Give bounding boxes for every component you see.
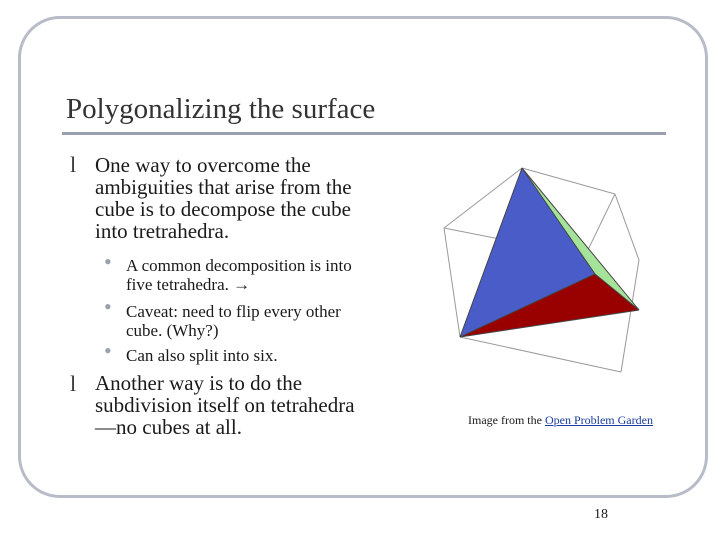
sub-bullet-2-text [126, 302, 341, 340]
image-caption [468, 413, 653, 428]
text-line: ambiguities that arise from the [95, 175, 352, 199]
text-line: cube is to decompose the cube [95, 197, 351, 221]
text-line: Can also split into six. [126, 346, 278, 365]
page-number: 18 [594, 507, 608, 522]
sub-bullet-3-text [126, 346, 278, 365]
caption-prefix: Image from the [468, 413, 545, 427]
bullet-1-text [95, 154, 352, 242]
text-line: five tetrahedra. → [126, 275, 251, 294]
title-underline [62, 132, 666, 135]
bullet-marker: l [70, 152, 77, 177]
sub-bullet-marker: • [104, 294, 112, 319]
bullet-2-text [95, 372, 355, 438]
text-line: —no cubes at all. [95, 415, 242, 439]
bullet-marker: l [70, 371, 77, 396]
text-line: cube. (Why?) [126, 321, 219, 340]
sub-bullet-marker: • [104, 249, 112, 274]
sub-bullet-1-text [126, 256, 352, 294]
tetrahedron-figure [438, 162, 678, 376]
text-line: One way to overcome the [95, 153, 311, 177]
slide-title: Polygonalizing the surface [66, 93, 376, 125]
text-line: subdivision itself on tetrahedra [95, 393, 355, 417]
text-line: Caveat: need to flip every other [126, 302, 341, 321]
open-problem-garden-link[interactable]: Open Problem Garden [544, 413, 653, 427]
text-line: A common decomposition is into [126, 256, 352, 275]
sub-bullet-marker: • [104, 338, 112, 363]
text-line: into tretrahedra. [95, 219, 230, 243]
text-line: Another way is to do the [95, 371, 303, 395]
